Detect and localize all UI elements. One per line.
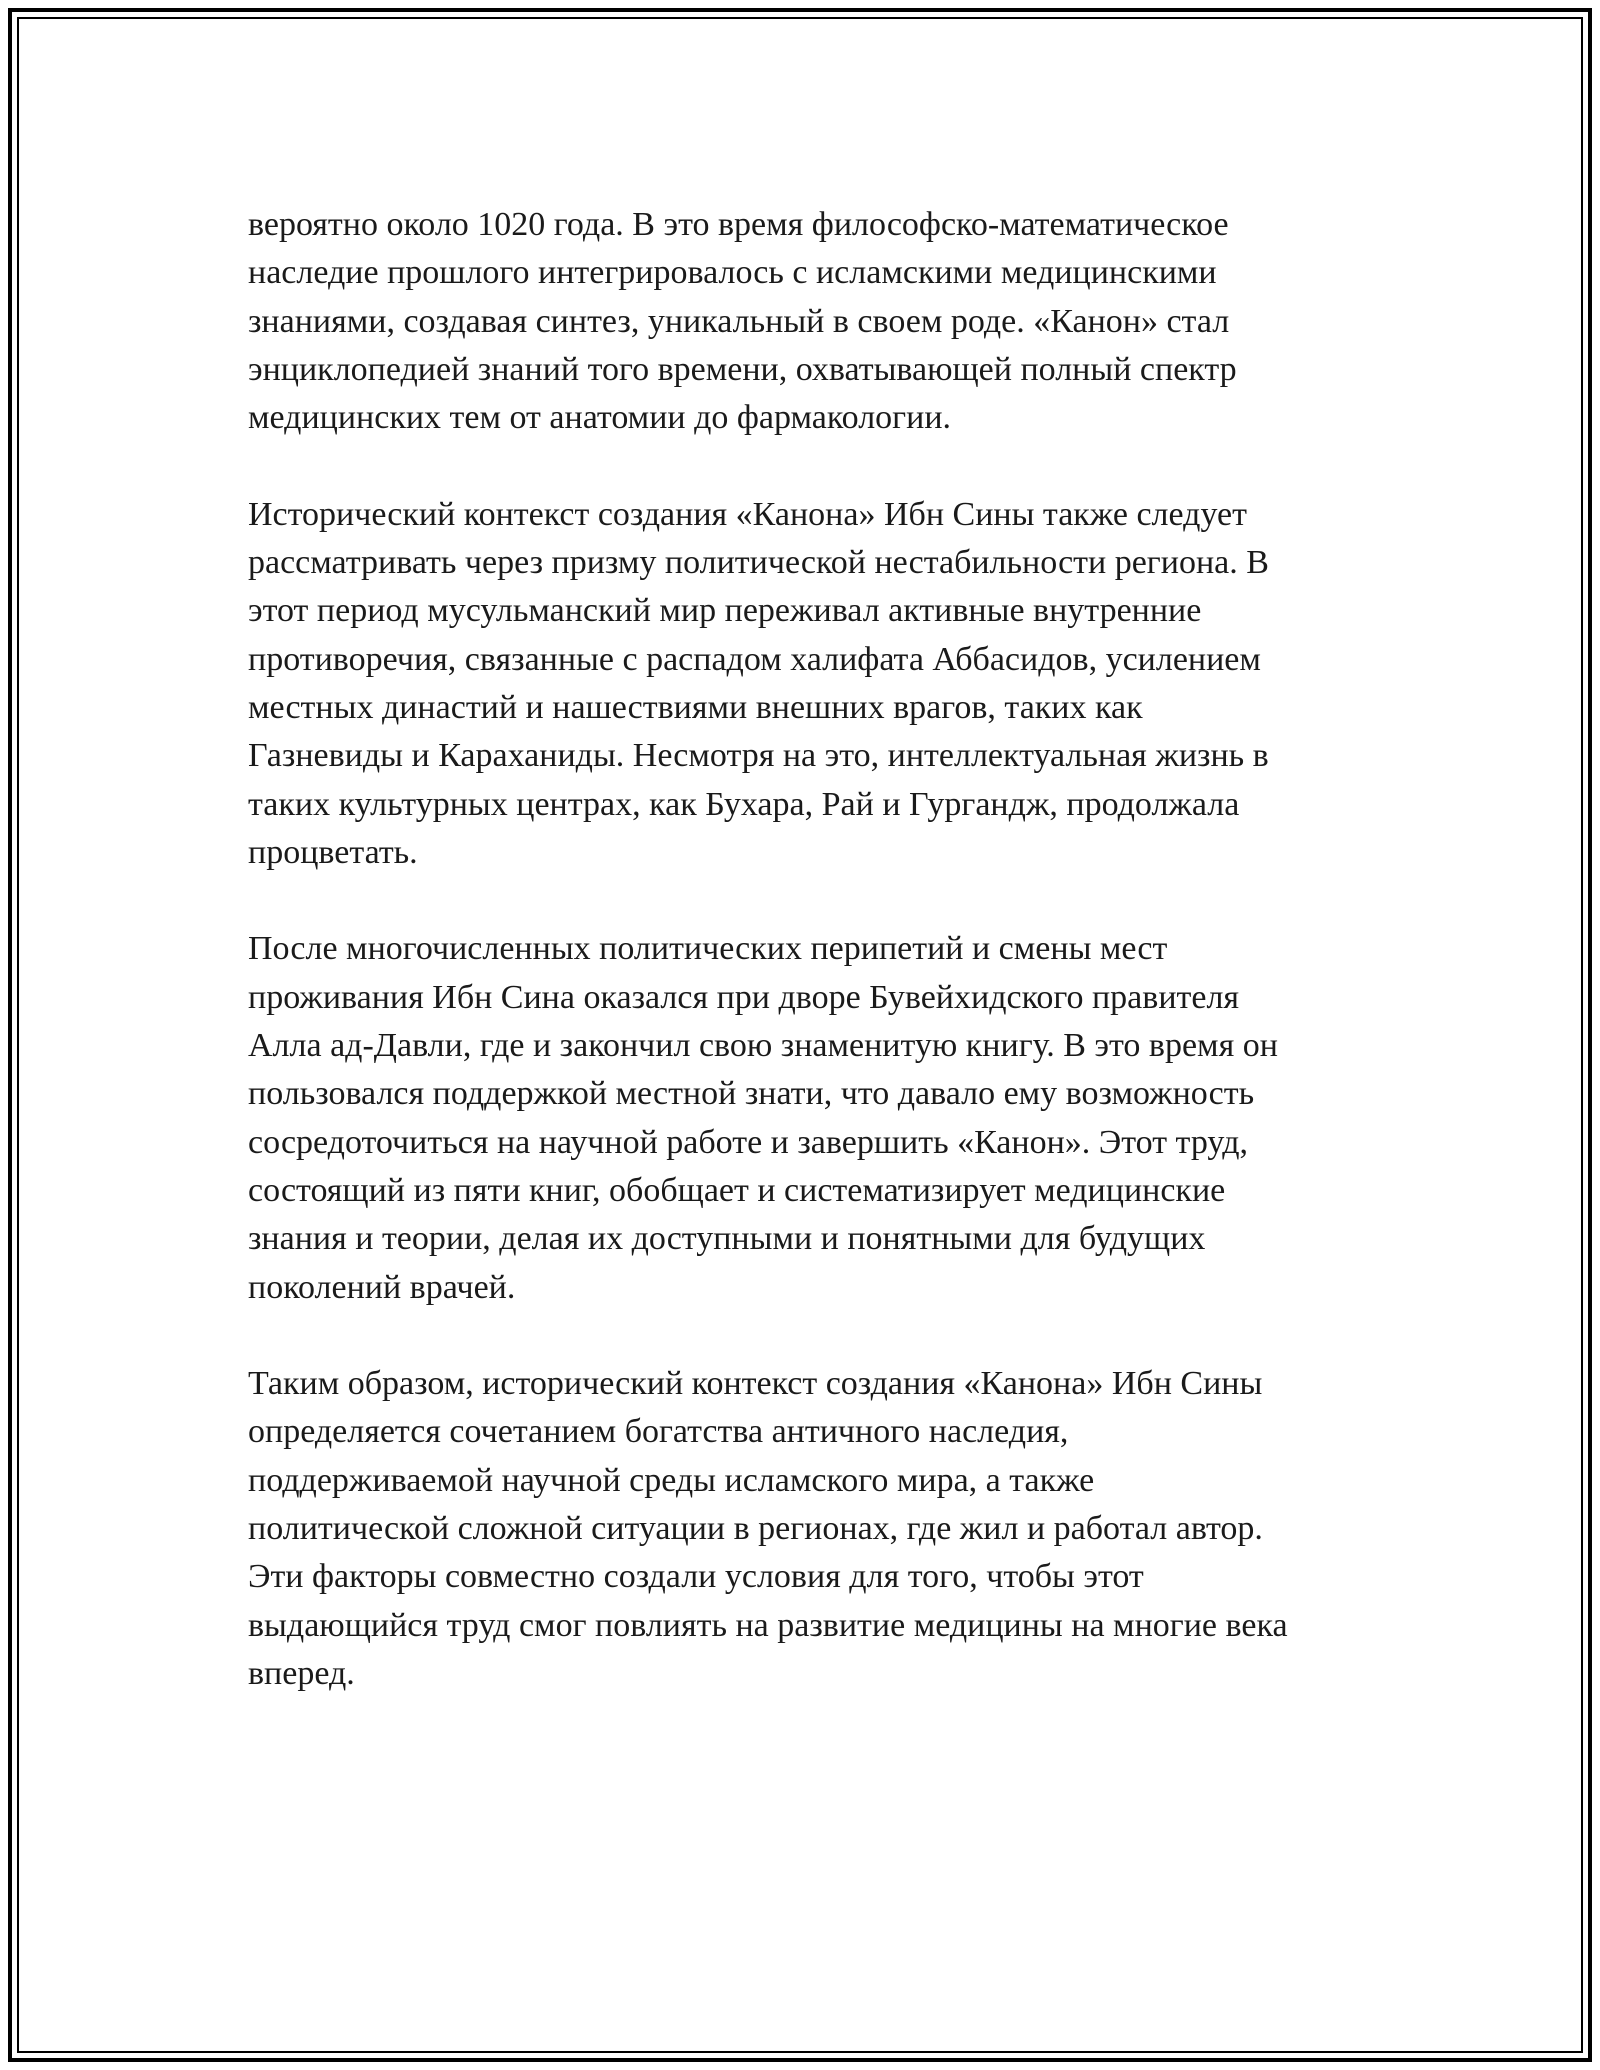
text-line: знаниями, создавая синтез, уникальный в своем роде. «Канон» стал: [248, 302, 1230, 340]
text-line: Исторический контекст создания «Канона» Ибн Сины также следует: [248, 495, 1247, 533]
paragraph: [248, 491, 1408, 877]
text-line: поколений врачей.: [248, 1268, 516, 1306]
text-line: После многочисленных политических перипетий и смены мест: [248, 930, 1168, 968]
paragraph: [248, 1360, 1408, 1698]
text-line: рассматривать через призму политической нестабильности региона. В: [248, 544, 1269, 582]
text-line: политической сложной ситуации в регионах, где жил и работал автор.: [248, 1510, 1263, 1548]
text-line: состоящий из пяти книг, обобщает и систематизирует медицинские: [248, 1171, 1226, 1209]
text-line: выдающийся труд смог повлиять на развитие медицины на многие века: [248, 1606, 1288, 1644]
text-line: Таким образом, исторический контекст создания «Канона» Ибн Сины: [248, 1365, 1263, 1403]
text-line: медицинских тем от анатомии до фармакологии.: [248, 399, 952, 437]
text-line: знания и теории, делая их доступными и понятными для будущих: [248, 1220, 1206, 1258]
paragraph: [248, 201, 1408, 442]
text-line: Алла ад-Давли, где и закончил свою знаменитую книгу. В это время он: [248, 1027, 1278, 1065]
document-body: [248, 201, 1408, 1747]
page-frame: [8, 8, 1592, 2062]
text-line: поддерживаемой научной среды исламского мира, а также: [248, 1461, 1095, 1499]
text-line: наследие прошлого интегрировалось с исламскими медицинскими: [248, 254, 1217, 292]
text-line: определяется сочетанием богатства античного наследия,: [248, 1413, 1069, 1451]
text-line: процветать.: [248, 833, 418, 871]
text-line: энциклопедией знаний того времени, охватывающей полный спектр: [248, 350, 1237, 388]
text-line: вперед.: [248, 1654, 355, 1692]
text-line: Газневиды и Караханиды. Несмотря на это, интеллектуальная жизнь в: [248, 737, 1269, 775]
text-line: местных династий и нашествиями внешних врагов, таких как: [248, 688, 1143, 726]
text-line: проживания Ибн Сина оказался при дворе Бувейхидского правителя: [248, 978, 1240, 1016]
text-line: сосредоточиться на научной работе и завершить «Канон». Этот труд,: [248, 1123, 1249, 1161]
text-line: вероятно около 1020 года. В это время философско-математическое: [248, 206, 1229, 243]
text-line: этот период мусульманский мир переживал активные внутренние: [248, 592, 1202, 630]
text-line: Эти факторы совместно создали условия для того, чтобы этот: [248, 1558, 1144, 1596]
paragraph: [248, 925, 1408, 1311]
text-line: таких культурных центрах, как Бухара, Рай и Гургандж, продолжала: [248, 785, 1240, 823]
text-line: пользовался поддержкой местной знати, что давало ему возможность: [248, 1075, 1255, 1113]
text-line: противоречия, связанные с распадом халифата Аббасидов, усилением: [248, 640, 1261, 678]
